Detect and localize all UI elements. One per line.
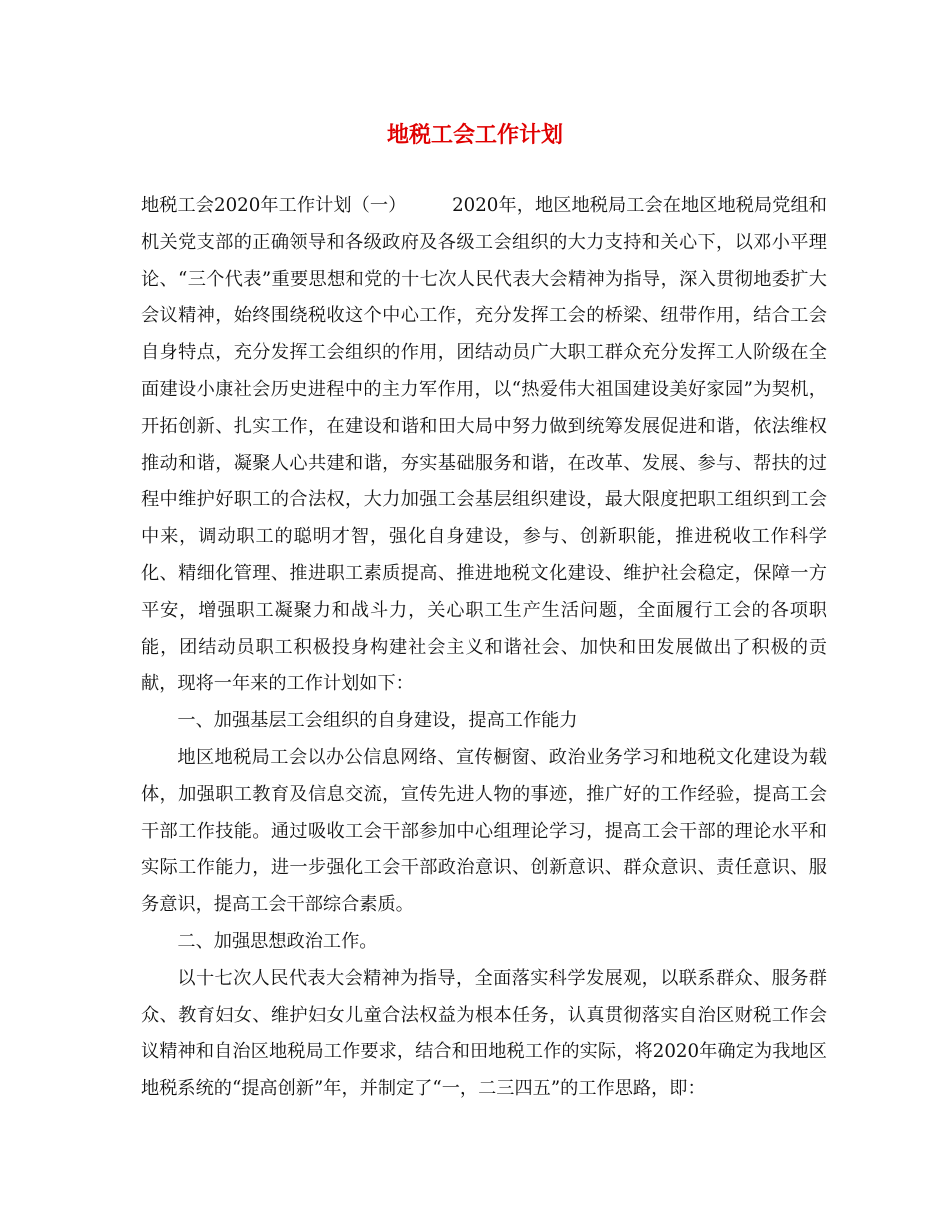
document-body bbox=[141, 188, 827, 1108]
section-heading-2: 二、加强思想政治工作。 bbox=[177, 930, 378, 952]
intro-paragraph: 地税工会2020年工作计划（一） 2020年，地区地税局工会在地区地税局党组和机关党支部的正确领导和各级政府及各级工会组织的大力支持和关心下，以邓小平理论、“三个代表”重要思想和党的十七次人民代表大会精神为指导，深入贯彻地委扩大会议精神，始终围绕税收这个中心工作，充分发挥工会的桥梁、纽带作用，结合工会自身特点，充分发挥工会组织的作用，团结动员广大职工群众充分发挥工人阶级在全面建设小康社会历史进程中的主力军作用，以“热爱伟大祖国建设美好家园”为契机，开拓创新、扎实工作，在建设和谐和田大局中努力做到统筹发展促进和谐，依法维权推动和谐，凝聚人心共建和谐，夯实基础服务和谐，在改革、发展、参与、帮扶的过程中维护好职工的合法权，大力加强工会基层组织建设，最大限度把职工组织到工会中来，调动职工的聪明才智，强化自身建设，参与、创新职能，推进税收工作科学化、精细化管理、推进职工素质提高、推进地税文化建设、维护社会稳定，保障一方平安，增强职工凝聚力和战斗力，关心职工生产生活问题，全面履行工会的各项职能，团结动员职工积极投身构建社会主义和谐社会、加快和田发展做出了积极的贡献，现将一年来的工作计划如下： bbox=[141, 195, 827, 695]
document-title: 地税工会工作计划 bbox=[386, 123, 563, 148]
section-heading-1: 一、加强基层工会组织的自身建设，提高工作能力 bbox=[177, 710, 578, 732]
section-paragraph-2: 以十七次人民代表大会精神为指导，全面落实科学发展观，以联系群众、服务群众、教育妇女、维护妇女儿童合法权益为根本任务，认真贯彻落实自治区财税工作会议精神和自治区地税局工作要求，结合和田地税工作的实际，将2020年确定为我地区地税系统的“提高创新”年，并制定了“一，二三四五”的工作思路，即： bbox=[141, 967, 827, 1100]
section-paragraph-1: 地区地税局工会以办公信息网络、宣传橱窗、政治业务学习和地税文化建设为载体，加强职工教育及信息交流，宣传先进人物的事迹，推广好的工作经验，提高工会干部工作技能。通过吸收工会干部参加中心组理论学习，提高工会干部的理论水平和实际工作能力，进一步强化工会干部政治意识、创新意识、群众意识、责任意识、服务意识，提高工会干部综合素质。 bbox=[141, 746, 827, 916]
